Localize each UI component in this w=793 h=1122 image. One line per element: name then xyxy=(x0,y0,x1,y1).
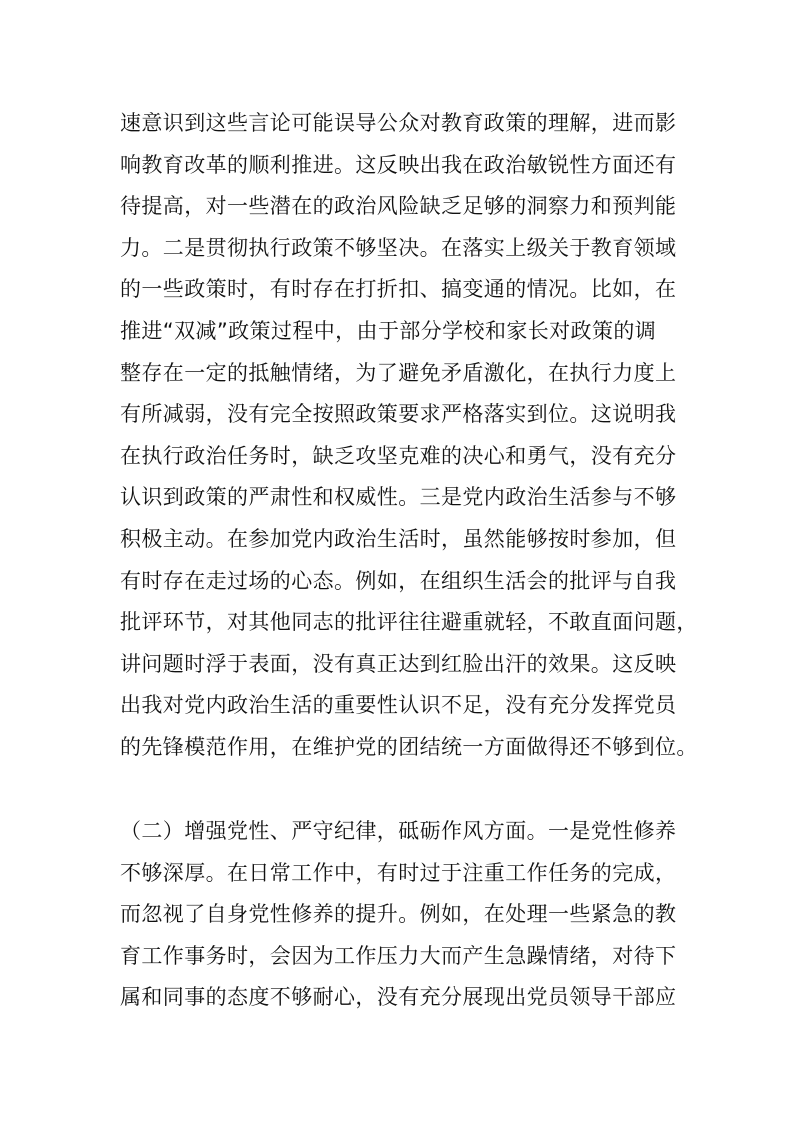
text-line: 整存在一定的抵触情绪，为了避免矛盾激化，在执行力度上 xyxy=(120,360,677,385)
text-line: 待提高，对一些潜在的政治风险缺乏足够的洞察力和预判能 xyxy=(120,194,677,219)
paragraph-political-issues xyxy=(120,103,698,769)
text-line: 认识到政策的严肃性和权威性。三是党内政治生活参与不够 xyxy=(120,485,677,510)
paragraph-party-spirit xyxy=(120,811,680,1019)
text-line: 批评环节，对其他同志的批评往往避重就轻，不敢直面问题， xyxy=(120,610,698,635)
text-line: 的一些政策时，有时存在打折扣、搞变通的情况。比如，在 xyxy=(120,277,677,302)
text-line: 不够深厚。在日常工作中，有时过于注重工作任务的完成， xyxy=(120,860,677,885)
text-line: 推进“双减”政策过程中，由于部分学校和家长对政策的调 xyxy=(120,318,657,343)
text-line: 的先锋模范作用，在维护党的团结统一方面做得还不够到位。 xyxy=(120,734,698,759)
text-line: 出我对党内政治生活的重要性认识不足，没有充分发挥党员 xyxy=(120,693,677,718)
text-line: 有所减弱，没有完全按照政策要求严格落实到位。这说明我 xyxy=(120,402,677,427)
section-heading-line: （二）增强党性、严守纪律，砥砺作风方面。一是党性修养 xyxy=(120,819,677,843)
text-line: 讲问题时浮于表面，没有真正达到红脸出汗的效果。这反映 xyxy=(120,651,677,676)
text-line: 而忽视了自身党性修养的提升。例如，在处理一些紧急的教 xyxy=(120,902,677,927)
text-line: 速意识到这些言论可能误导公众对教育政策的理解，进而影 xyxy=(120,111,677,135)
text-line: 响教育改革的顺利推进。这反映出我在政治敏锐性方面还有 xyxy=(120,152,677,177)
text-line: 育工作事务时，会因为工作压力大而产生急躁情绪，对待下 xyxy=(120,943,677,968)
text-line: 在执行政治任务时，缺乏攻坚克难的决心和勇气，没有充分 xyxy=(120,443,677,468)
text-line: 属和同事的态度不够耐心，没有充分展现出党员领导干部应 xyxy=(120,985,677,1010)
text-line: 力。二是贯彻执行政策不够坚决。在落实上级关于教育领域 xyxy=(120,235,677,260)
text-line: 积极主动。在参加党内政治生活时，虽然能够按时参加，但 xyxy=(120,526,677,551)
text-line: 有时存在走过场的心态。例如，在组织生活会的批评与自我 xyxy=(120,568,677,593)
